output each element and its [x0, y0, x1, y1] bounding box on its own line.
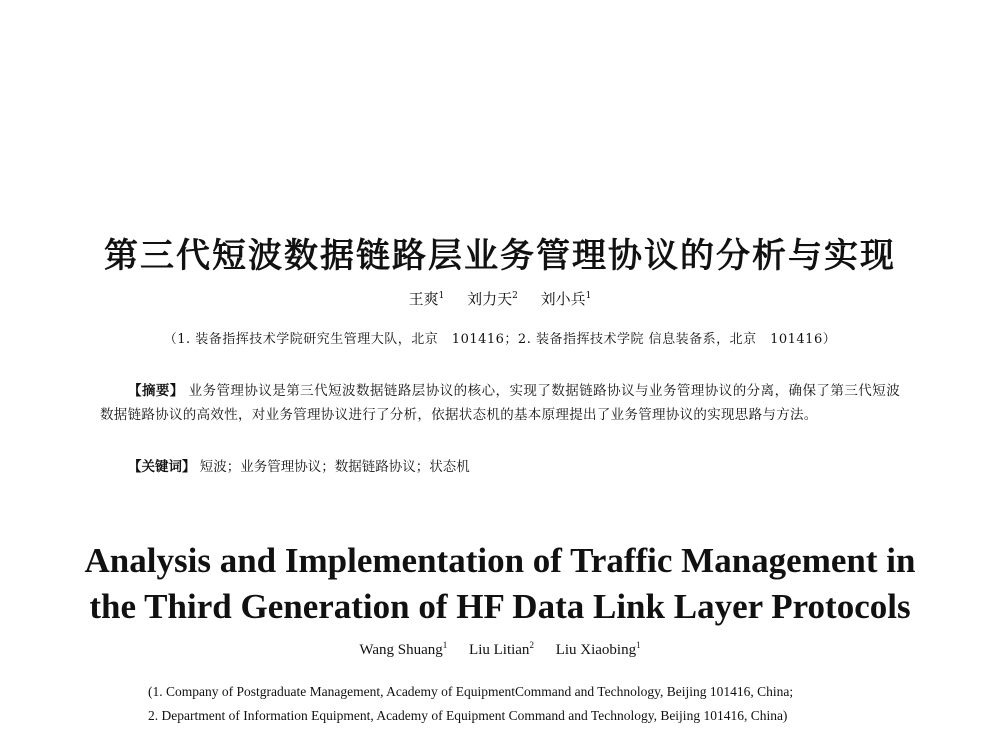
english-author: Liu Litian$^2$ [469, 640, 534, 658]
chinese-author: 刘小兵$^1$ [540, 290, 592, 308]
chinese-affiliation: （1. 装备指挥技术学院研究生管理大队，北京 101416；2. 装备指挥技术学院 信息装备系，北京 101416） [163, 332, 837, 347]
english-title [0, 538, 1000, 630]
keywords-text: 短波；业务管理协议；数据链路协议；状态机 [199, 459, 470, 475]
abstract-label: 【摘要】 [128, 383, 184, 399]
english-author: Liu Xiaobing$^1$ [555, 640, 641, 658]
english-title-line: the Third Generation of HF Data Link Layer Protocols [89, 587, 911, 626]
keywords-label: 【关键词】 [128, 459, 196, 475]
chinese-authors [0, 288, 1000, 309]
english-author: Wang Shuang$^1$ [359, 640, 448, 658]
english-affiliation-line: (1. Company of Postgraduate Management, Academy of EquipmentCommand and Technology, Beijing 101416, China; [148, 684, 794, 699]
chinese-keywords [128, 455, 900, 479]
chinese-title: 第三代短波数据链路层业务管理协议的分析与实现 [104, 236, 896, 276]
chinese-author: 王爽$^1$ [408, 290, 445, 308]
english-title-line: Analysis and Implementation of Traffic Management in [84, 541, 916, 580]
english-affiliation-line: 2. Department of Information Equipment, Academy of Equipment Command and Technology, Beijing 101416, China) [148, 708, 788, 723]
chinese-author: 刘力天$^2$ [467, 290, 518, 308]
chinese-abstract [100, 379, 900, 427]
abstract-text: 业务管理协议是第三代短波数据链路层协议的核心，实现了数据链路协议与业务管理协议的分离，确保了第三代短波数据链路协议的高效性，对业务管理协议进行了分析，依据状态机的基本原理提出了业务管理协议的实现思路与方法。 [100, 383, 900, 423]
english-authors [0, 640, 1000, 659]
english-affiliation [148, 680, 908, 728]
